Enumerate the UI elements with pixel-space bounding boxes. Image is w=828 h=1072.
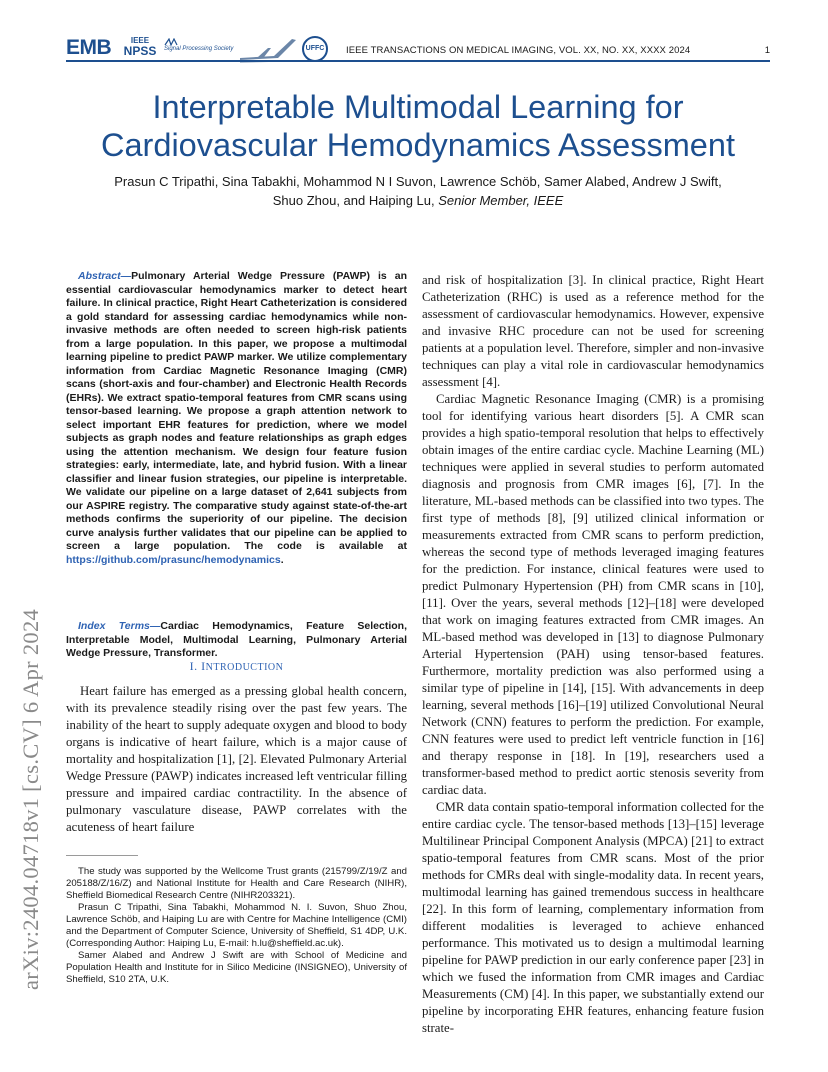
footnote-affiliation-1: Prasun C Tripathi, Sina Tabakhi, Mohammod N. I. Suvon, Shuo Zhou, Lawrence Schöb, and Haiping Lu are with Centre for Machine Intelligence (CMI) and the Department of Computer Science, University of Sheffield, S1 4DP, U.K. (Corresponding Author: Haiping Lu, E-mail: h.lu@sheffield.ac.uk). (66, 902, 407, 949)
header-rule (66, 60, 770, 62)
authors-line-1: Prasun C Tripathi, Sina Tabakhi, Mohammod N I Suvon, Lawrence Schöb, Samer Alabed, Andrew J Swift, (114, 174, 722, 189)
paper-title (66, 88, 770, 164)
arxiv-stamp: arXiv:2404.04718v1 [cs.CV] 6 Apr 2024 (18, 608, 43, 990)
abstract-end: . (280, 553, 284, 566)
ieee-npss-logo (120, 36, 160, 57)
authors-line-2 (66, 191, 770, 210)
abstract-label: Abstract— (78, 270, 132, 282)
footnote-rule (66, 855, 138, 856)
section-initial: I (201, 659, 206, 673)
section-numeral: I. (189, 659, 202, 673)
npss-logo-text: NPSS (123, 44, 157, 58)
uffc-logo: UFFC (302, 36, 328, 62)
right-column (422, 272, 764, 1037)
intro-paragraph: Heart failure has emerged as a pressing global health concern, with its prevalence steadily rising over the past few years. The inability of the heart to supply adequate oxygen and blood to body organs is indicative of heart failure, which is a major cause of mortality and hospitalization [1], [2]. Elevated Pulmonary Arterial Wedge Pressure (PAWP) indicates increased left ventricular filling pressure and impaired cardiac contractility. In the absence of pulmonary vasculature disease, PAWP correlates with the acuteness of heart failure (66, 684, 407, 834)
index-terms-label: Index Terms— (78, 620, 161, 632)
page-number: 1 (764, 45, 770, 56)
sps-logo: Signal Processing Society (164, 46, 234, 52)
emb-logo: EMB (66, 36, 112, 59)
body-paragraph: Cardiac Magnetic Resonance Imaging (CMR) is a promising tool for identifying various heart disorders [5]. A CMR scan provides a high spatio-temporal resolution that helps to effectively obtain images of the entire cardiac cycle. Machine Learning (ML) techniques were applied in several studies to perform automated diagnosis and prognosis from CMR images [6], [7]. In the literature, ML-based methods can be classified into two types. The first type of methods [8], [9] utilized clinical information or measurements extracted from CMR scans to perform prediction, whereas the second type of methods leveraged imaging features for the prediction. For instance, clinical features were used to predict Pulmonary Hypertension (PH) from CMR scans in [10], [11]. Over the years, several methods [12]–[18] were developed that work on imaging features extracted from CMR images. An ML-based method was developed in [13] to diagnose Pulmonary Arterial Hypertension (PAH) using tensor-based features. Furthermore, mortality prediction was also performed using a similar type of pipeline in [14], [15]. With advancements in deep learning, several methods [16]–[19] utilized Convolutional Neural Network (CNN) features to perform the prediction. For example, CNN features were used to predict left ventricle function in [16] and therapy response in [18]. In [19], researchers used a transformer-based method to predict aortic stenosis severity from cardiac data. (422, 392, 764, 797)
ieee-logo-text: IEEE (130, 36, 150, 45)
index-terms-text: Cardiac Hemodynamics, Feature Selection, Interpretable Model, Multimodal Learning, Pulmonary Arterial Wedge Pressure, Transformer. (66, 620, 408, 659)
abstract (66, 270, 407, 567)
section-heading-introduction (66, 659, 407, 674)
journal-name: IEEE TRANSACTIONS ON MEDICAL IMAGING, VOL. XX, NO. XX, XXXX 2024 (346, 45, 691, 56)
authors-line-2-text: Shuo Zhou, and Haiping Lu, (272, 193, 435, 208)
sps-mark-icon (164, 38, 178, 46)
body-paragraph: CMR data contain spatio-temporal information collected for the entire cardiac cycle. The tensor-based methods [13]–[15] leverage Multilinear Principal Component Analysis (MPCA) [21] to extract spatio-temporal features from CMR scans. Most of the prior methods for CMRs deal with single-modality data. In recent years, multimodal learning has gained tremendous success in healthcare [22]. In this form of learning, complementary information from different modalities is leveraged to achieve enhanced performance. This motivated us to design a multimodal learning pipeline for PAWP prediction in our early conference paper [23] in which we fused the information from CMR images and Cardiac Measurements (CM) [4]. In this paper, we substantially extend our pipeline by incorporating EHR features, enhancing feature fusion strate- (422, 800, 764, 1035)
author-list (66, 172, 770, 210)
footnote-affiliation-2: Samer Alabed and Andrew J Swift are with School of Medicine and Population Health and Institute for in Silico Medicine (INSIGNEO), University of Sheffield, S10 2TA, U.K. (66, 950, 407, 985)
author-membership: Senior Member, IEEE (438, 193, 564, 208)
abstract-text: Pulmonary Arterial Wedge Pressure (PAWP) is an essential cardiovascular hemodynamics marker to detect heart failure. In clinical practice, Right Heart Catheterization is considered a gold standard for assessing cardiac hemodynamics while non-invasive methods are often needed to screen high-risk patients from a large population. In this paper, we propose a multimodal learning pipeline to predict PAWP marker. We utilize complementary information from Cardiac Magnetic Resonance Imaging (CMR) scans (short-axis and four-chamber) and Electronic Health Records (EHRs). We extract spatio-temporal features from CMR scans using tensor-based learning. We propose a graph attention network to select important EHR features for prediction, where we model subjects as graph nodes and feature relationships as graph edges using the attention mechanism. We design four feature fusion strategies: early, intermediate, late, and hybrid fusion. With a linear classifier and linear fusion strategies, our pipeline is interpretable. We validate our pipeline on a large dataset of 2,641 subjects from our ASPIRE registry. The comparative study against state-of-the-art methods confirms the superiority of our pipeline. The decision curve analysis further validates that our pipeline can be applied to screen a large population. The code is available at (66, 270, 407, 552)
section-rest: NTRODUCTION (205, 662, 284, 673)
footnote-funding: The study was supported by the Wellcome Trust grants (215799/Z/19/Z and 205188/Z/16/Z) and National Institute for Health and Care Research (NIHR), Sheffield Biomedical Research Centre (NIHR203321). (66, 866, 407, 901)
title-line-2: Cardiovascular Hemodynamics Assessment (101, 127, 735, 163)
title-line-1: Interpretable Multimodal Learning for (152, 89, 684, 125)
body-paragraph: and risk of hospitalization [3]. In clinical practice, Right Heart Catheterization (RHC) is used as a reference method for the assessment of cardiovascular hemodynamics. However, expensive and invasive RHC procedure can not be used for screening patients at a population level. Therefore, simpler and non-invasive techniques can play a vital role in cardiovascular hemodynamics assessment [4]. (422, 273, 764, 389)
index-terms (66, 620, 407, 661)
code-link[interactable]: https://github.com/prasunc/hemodynamics (66, 553, 281, 566)
footnotes (66, 866, 407, 986)
